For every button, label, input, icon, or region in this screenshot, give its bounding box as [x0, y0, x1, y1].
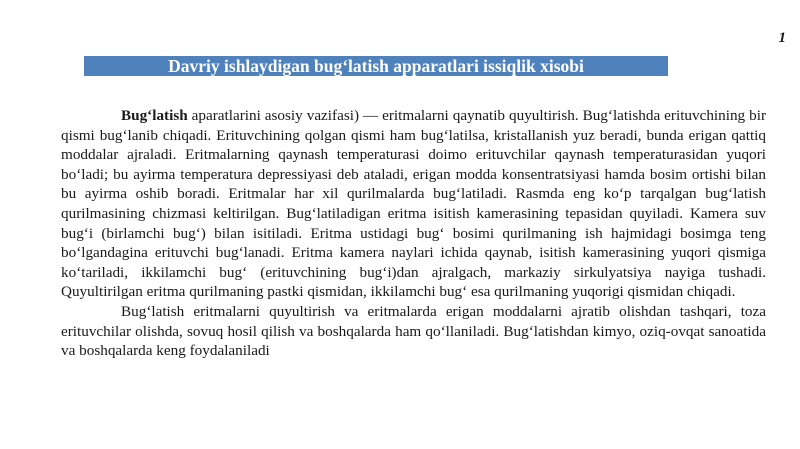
paragraph-2: Bug‘latish eritmalarni quyultirish va eritmalarda erigan moddalarni ajratib olishdan tashqari, toza erituvchilar olishda, sovuq hosil qilish va boshqalarda ham qo‘llaniladi. Bug‘latishdan kimyo, oziq-ovqat sanoatida va boshqalarda keng foydalaniladi — [61, 302, 766, 360]
paragraph-1 — [61, 106, 766, 302]
document-body — [61, 106, 766, 361]
document-title: Davriy ishlaydigan bug‘latish apparatlari issiqlik xisobi — [84, 56, 668, 76]
paragraph-1-text: aparatlarini asosiy vazifasi) — eritmalarni qaynatib quyultirish. Bug‘latishda erituvchining bir qismi bug‘lanib chiqadi. Erituvchining qolgan qismi ham bug‘latilsa, kristallanish yuz beradi, bunda erigan qattiq moddalar ajraladi. Eritmalarning qaynash temperaturasi doimo erituvchilar qaynash temperaturasidan yuqori bo‘ladi; bu ayirma temperatura depressiyasi deb ataladi, erigan modda konsentratsiyasi hamda bosim ortishi bilan bu ayirma oshib boradi. Eritmalar har xil qurilmalarda bug‘latiladi. Rasmda eng ko‘p tarqalgan bug‘latish qurilmasining chizmasi keltirilgan. Bug‘latiladigan eritma isitish kamerasining tepasidan quyiladi. Kamera suv bug‘i (birlamchi bug‘) bilan isitiladi. Eritma ustidagi bug‘ bosimi qurilmaning ish hajmidagi bosimga teng bo‘lgandagina erituvchi bug‘lanadi. Eritma kamera naylari ichida qaynab, isitish kamerasining yuqori qismiga ko‘tariladi, ikkilamchi bug‘ (erituvchining bug‘i)dan ajralgach, markaziy sirkulyatsiya nayiga tushadi. Quyultirilgan eritma qurilmaning pastki qismidan, ikkilamchi bug‘ esa qurilmaning yuqorigi qismidan chiqadi. — [61, 107, 766, 301]
page-number: 1 — [778, 30, 786, 46]
lead-term: Bug‘latish — [121, 107, 188, 124]
